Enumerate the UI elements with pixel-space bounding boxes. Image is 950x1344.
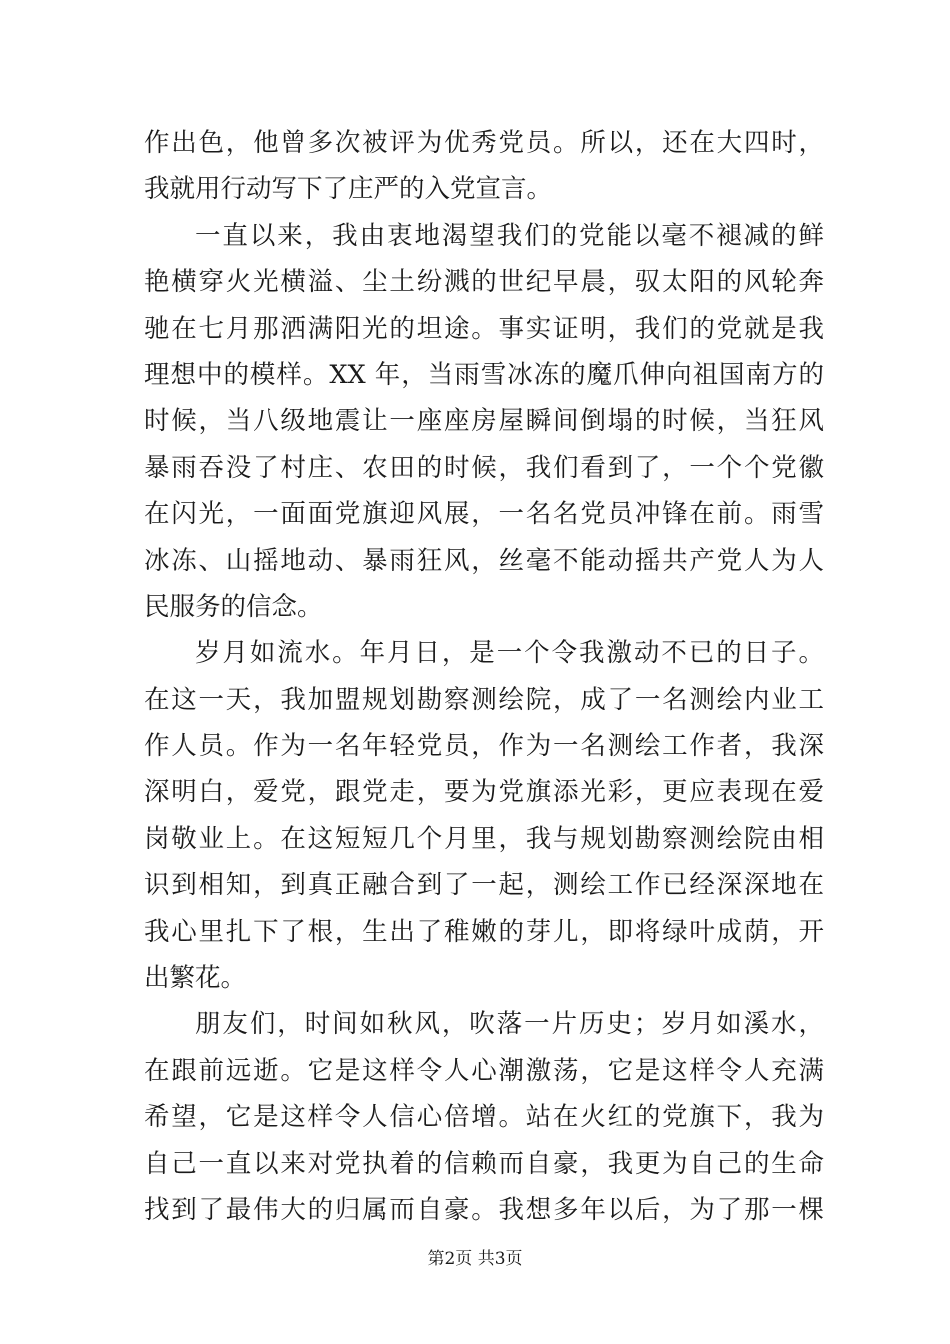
text-line: 出繁花。 (144, 963, 247, 994)
text-line: 冰冻、山摇地动、暴雨狂风，丝毫不能动摇共产党人为人 (144, 545, 824, 576)
text-line: 识到相知，到真正融合到了一起，测绘工作已经深深地在 (144, 870, 824, 901)
text-line: 岗敬业上。在这短短几个月里，我与规划勘察测绘院由相 (144, 823, 824, 854)
text-line: 在这一天，我加盟规划勘察测绘院，成了一名测绘内业工 (144, 684, 824, 715)
text-line: 一直以来，我由衷地渴望我们的党能以毫不褪减的鲜 (195, 220, 824, 251)
text-line: 朋友们，时间如秋风，吹落一片历史；岁月如溪水， (195, 1009, 824, 1040)
text-line: 艳横穿火光横溢、尘土纷溅的世纪早晨，驭太阳的风轮奔 (144, 267, 824, 298)
text-line: 在跟前远逝。它是这样令人心潮激荡，它是这样令人充满 (144, 1055, 824, 1086)
text-line: 理想中的模样。XX 年，当雨雪冰冻的魔爪伸向祖国南方的 (144, 359, 824, 390)
text-line: 我就用行动写下了庄严的入党宣言。 (144, 174, 553, 205)
text-line: 希望，它是这样令人信心倍增。站在火红的党旗下，我为 (144, 1102, 824, 1133)
text-line: 作人员。作为一名年轻党员，作为一名测绘工作者，我深 (144, 731, 824, 762)
text-line: 岁月如流水。年月日，是一个令我激动不已的日子。 (195, 638, 824, 669)
text-line: 找到了最伟大的归属而自豪。我想多年以后，为了那一棵 (144, 1194, 824, 1225)
text-line: 作出色，他曾多次被评为优秀党员。所以，还在大四时， (144, 128, 824, 158)
text-line: 我心里扎下了根，生出了稚嫩的芽儿，即将绿叶成荫，开 (144, 916, 824, 947)
text-line: 暴雨吞没了村庄、农田的时候，我们看到了，一个个党徽 (144, 452, 824, 483)
text-line: 驰在七月那洒满阳光的坦途。事实证明，我们的党就是我 (144, 313, 824, 344)
page-footer: 第2页 共3页 (427, 1249, 523, 1269)
text-line: 深明白，爱党，跟党走，要为党旗添光彩，更应表现在爱 (144, 777, 824, 808)
text-line: 在闪光，一面面党旗迎风展，一名名党员冲锋在前。雨雪 (144, 499, 824, 530)
text-line: 自己一直以来对党执着的信赖而自豪，我更为自己的生命 (144, 1148, 824, 1179)
body-text (144, 120, 824, 1233)
text-line: 时候，当八级地震让一座座房屋瞬间倒塌的时候，当狂风 (144, 406, 824, 437)
text-line: 民服务的信念。 (144, 591, 323, 622)
